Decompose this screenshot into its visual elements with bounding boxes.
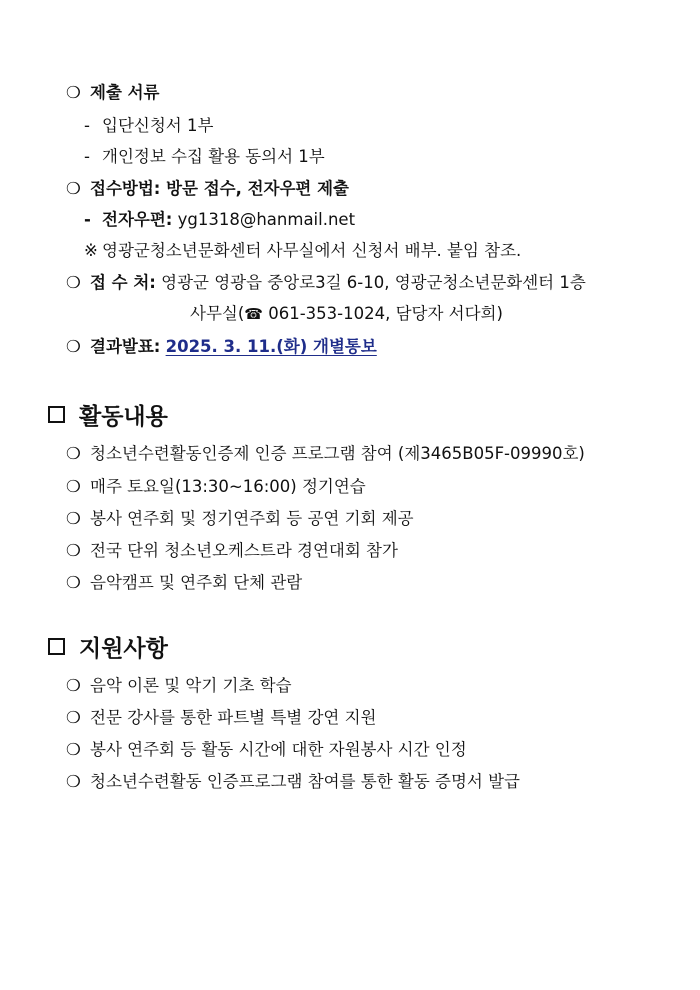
- square-bullet-icon: [48, 638, 65, 655]
- email-address[interactable]: yg1318@hanmail.net: [177, 210, 356, 229]
- list-item: ❍ 봉사 연주회 등 활동 시간에 대한 자원봉사 시간 인정: [66, 740, 467, 759]
- result-line: ❍ 결과발표: 2025. 3. 11.(화) 개별통보: [66, 337, 377, 356]
- circle-bullet-icon: ❍: [66, 273, 81, 292]
- list-item: ❍ 청소년수련활동 인증프로그램 참여를 통한 활동 증명서 발급: [66, 772, 520, 791]
- place-line-2: 사무실(☎ 061-353-1024, 담당자 서다희): [190, 304, 503, 323]
- section-support: 지원사항: [48, 630, 168, 663]
- square-bullet-icon: [48, 406, 65, 423]
- circle-bullet-icon: ❍: [66, 772, 81, 791]
- method-heading: ❍ 접수방법: 방문 접수, 전자우편 제출: [66, 179, 349, 198]
- list-item: ❍ 음악캠프 및 연주회 단체 관람: [66, 573, 303, 592]
- result-date: 2025. 3. 11.(화) 개별통보: [165, 337, 377, 356]
- phone-icon: ☎: [244, 305, 263, 323]
- circle-bullet-icon: ❍: [66, 676, 81, 695]
- list-item: ❍ 봉사 연주회 및 정기연주회 등 공연 기회 제공: [66, 509, 414, 528]
- list-item: ❍ 음악 이론 및 악기 기초 학습: [66, 676, 292, 695]
- circle-bullet-icon: ❍: [66, 83, 81, 102]
- circle-bullet-icon: ❍: [66, 477, 81, 496]
- place-line: ❍ 접 수 처: 영광군 영광읍 중앙로3길 6-10, 영광군청소년문화센터 1층: [66, 273, 586, 292]
- list-item: ❍ 매주 토요일(13:30~16:00) 정기연습: [66, 477, 366, 496]
- circle-bullet-icon: ❍: [66, 708, 81, 727]
- circle-bullet-icon: ❍: [66, 337, 81, 356]
- circle-bullet-icon: ❍: [66, 509, 81, 528]
- circle-bullet-icon: ❍: [66, 444, 81, 463]
- list-item: - 개인정보 수집 활용 동의서 1부: [84, 147, 325, 166]
- list-item: ❍ 전국 단위 청소년오케스트라 경연대회 참가: [66, 541, 398, 560]
- list-item: ❍ 청소년수련활동인증제 인증 프로그램 참여 (제3465B05F-09990호): [66, 444, 585, 463]
- section-activities: 활동내용: [48, 398, 168, 431]
- reference-mark-icon: ※: [84, 241, 98, 260]
- circle-bullet-icon: ❍: [66, 179, 81, 198]
- list-item: ❍ 전문 강사를 통한 파트별 특별 강연 지원: [66, 708, 377, 727]
- circle-bullet-icon: ❍: [66, 573, 81, 592]
- list-item: - 입단신청서 1부: [84, 116, 214, 135]
- circle-bullet-icon: ❍: [66, 541, 81, 560]
- circle-bullet-icon: ❍: [66, 740, 81, 759]
- submission-docs-heading: ❍ 제출 서류: [66, 83, 160, 102]
- email-line: - 전자우편: yg1318@hanmail.net: [84, 210, 356, 229]
- note-line: ※ 영광군청소년문화센터 사무실에서 신청서 배부. 붙임 참조.: [84, 241, 522, 260]
